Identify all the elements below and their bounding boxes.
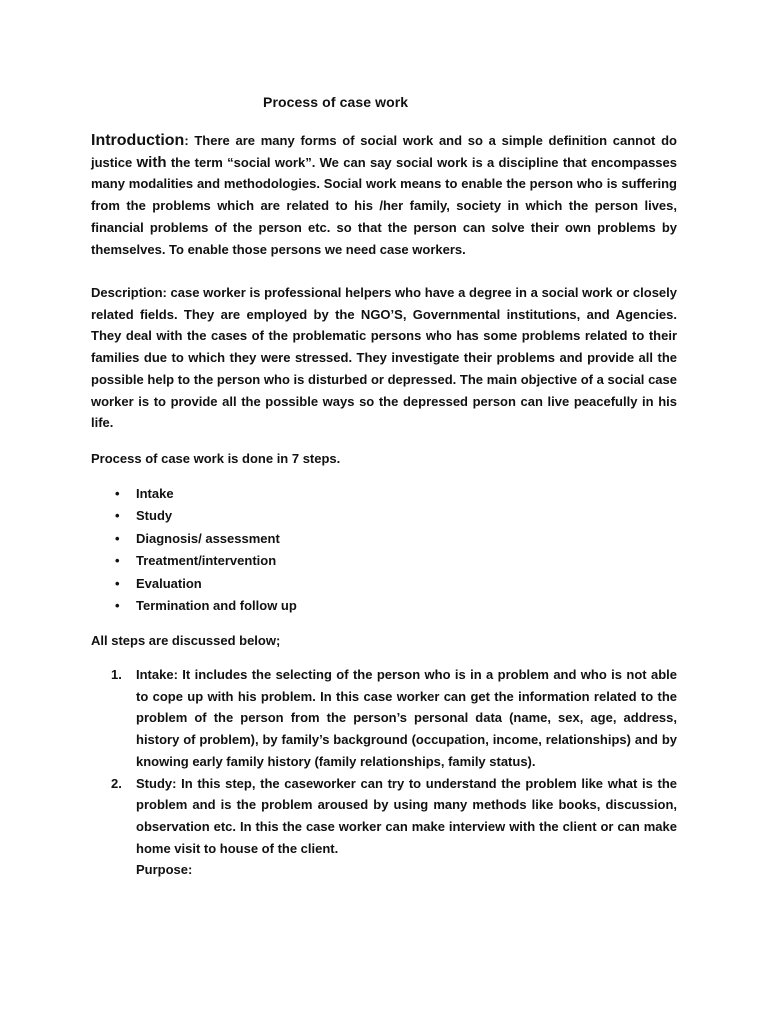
bullet-text: Diagnosis/ assessment (136, 530, 280, 546)
step-item-intake (91, 664, 677, 773)
step-text: Intake: It includes the selecting of the person who is in a problem and who is not able to cope up with his problem. In this case worker can get the information related to the problem of the person from the person’s personal data (name, sex, age, address, history of problem), by family’s background (occupation, income, relationships) and by knowing early family history (family relationships, family status). (136, 667, 677, 769)
step-item-study (91, 773, 677, 882)
bullet-icon: • (115, 508, 120, 524)
introduction-text-start: : There are many forms of social work and so a simple definition cannot do justice (91, 133, 677, 170)
introduction-text-end: the term “social work”. We can say social work is a discipline that encompasses many modalities and methodologies. Social work means to enable the person who is suffering from the problems which are related to his /her family, society in which the person lives, financial problems of the person etc. so that the person can solve their own problems by themselves. To enable those persons we need case workers. (91, 154, 677, 257)
bullet-text: Treatment/intervention (136, 553, 277, 569)
bullet-item (91, 595, 677, 617)
bullet-text: Termination and follow up (136, 598, 297, 614)
step-text: Study: In this step, the caseworker can try to understand the problem like what is the problem and is the problem aroused by using many methods like books, discussion, observation etc. In this the case worker can make interview with the client or can make home visit to house of the client. (136, 775, 677, 856)
step-purpose-label: Purpose: (136, 862, 193, 878)
description-paragraph: Description: case worker is professional helpers who have a degree in a social work or closely related fields. They are employed by the NGO’S, Governmental institutions, and Agencies. They deal with the cases of the problematic persons who has some problems related to their families due to which they were stressed. They investigate their problems and provide all the possible help to the person who is disturbed or depressed. The main objective of a social case worker is to provide all the possible ways so the depressed person can live peacefully in his life. (91, 285, 677, 431)
bullet-icon: • (115, 486, 120, 501)
bullet-item (91, 483, 677, 505)
discussed-heading: All steps are discussed below; (91, 633, 281, 648)
step-number: 1. (111, 667, 122, 682)
bullet-icon: • (115, 530, 120, 546)
bullet-icon: • (115, 553, 120, 569)
page-title: Process of case work (263, 94, 409, 110)
introduction-emphasis: with (136, 153, 167, 171)
bullet-item (91, 505, 677, 527)
bullet-item (91, 573, 677, 595)
steps-bullet-list (91, 483, 677, 617)
bullet-icon: • (115, 598, 120, 614)
bullet-icon: • (115, 575, 120, 591)
bullet-text: Evaluation (136, 575, 202, 591)
bullet-text: Intake (136, 486, 174, 501)
steps-intro: Process of case work is done in 7 steps. (91, 451, 341, 466)
bullet-item (91, 550, 677, 572)
introduction-label: Introduction (91, 132, 185, 149)
bullet-text: Study (136, 508, 173, 524)
introduction-paragraph (91, 130, 677, 260)
steps-numbered-list (91, 664, 677, 881)
step-number: 2. (111, 775, 122, 791)
bullet-item (91, 528, 677, 550)
